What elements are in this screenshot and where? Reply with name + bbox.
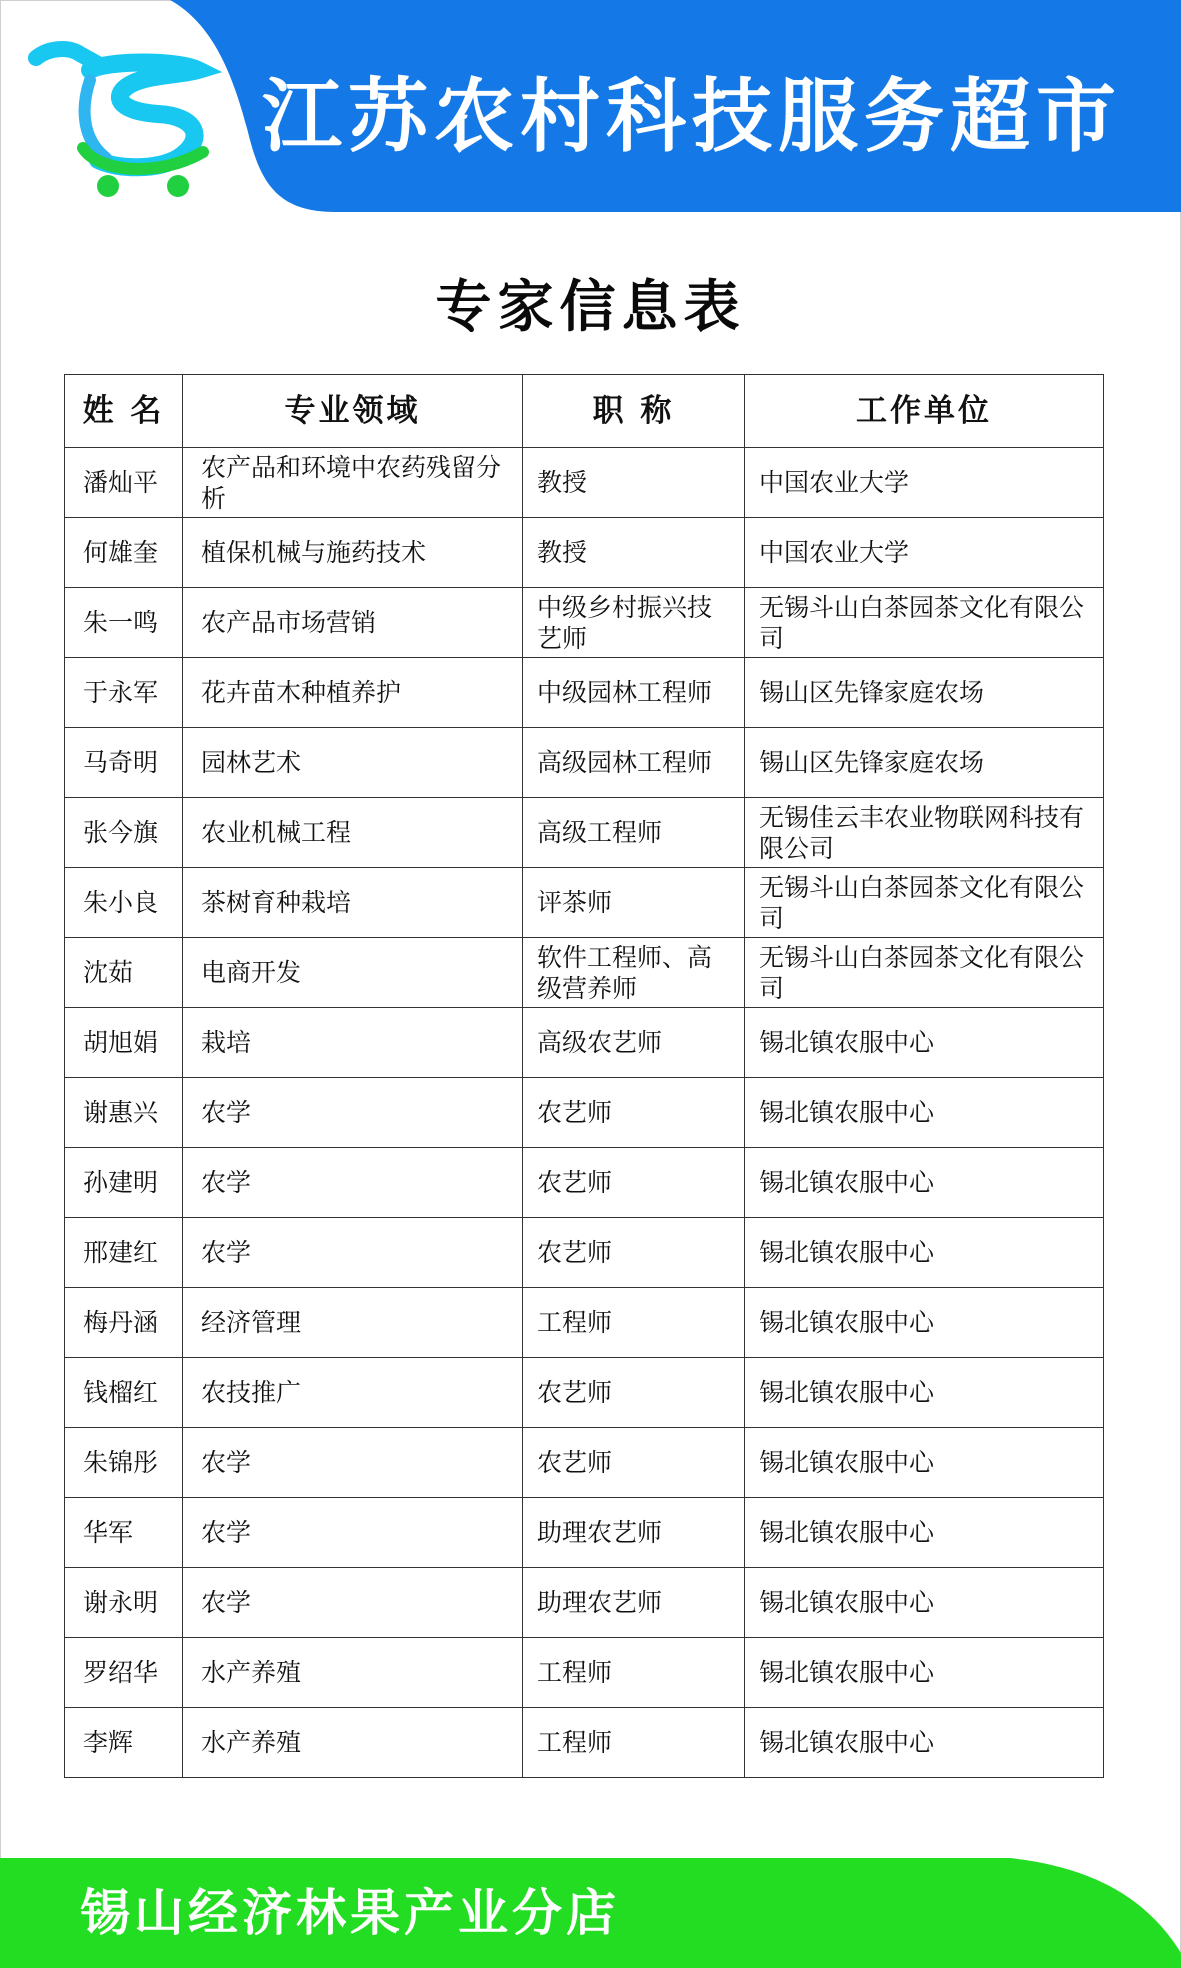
expert-unit: 无锡斗山白茶园茶文化有限公司 [745, 938, 1104, 1008]
expert-name: 马奇明 [65, 728, 183, 798]
expert-field: 农学 [183, 1498, 523, 1568]
expert-field: 农产品市场营销 [183, 588, 523, 658]
table-row [65, 1568, 1104, 1638]
expert-unit: 锡北镇农服中心 [745, 1708, 1104, 1778]
table-row [65, 1218, 1104, 1288]
expert-name: 朱锦彤 [65, 1428, 183, 1498]
expert-name: 谢永明 [65, 1568, 183, 1638]
expert-title: 农艺师 [523, 1218, 745, 1288]
expert-unit: 锡北镇农服中心 [745, 1288, 1104, 1358]
expert-unit: 中国农业大学 [745, 448, 1104, 518]
expert-title: 工程师 [523, 1638, 745, 1708]
table-row [65, 1708, 1104, 1778]
footer-text: 锡山经济林果产业分店 [80, 1884, 620, 1942]
expert-field: 农技推广 [183, 1358, 523, 1428]
expert-unit: 无锡斗山白茶园茶文化有限公司 [745, 588, 1104, 658]
expert-title: 教授 [523, 448, 745, 518]
expert-unit: 锡北镇农服中心 [745, 1568, 1104, 1638]
expert-name: 于永军 [65, 658, 183, 728]
column-header-title: 职 称 [523, 375, 745, 448]
expert-field: 农学 [183, 1568, 523, 1638]
table-row [65, 658, 1104, 728]
expert-field: 茶树育种栽培 [183, 868, 523, 938]
expert-field: 水产养殖 [183, 1708, 523, 1778]
expert-name: 潘灿平 [65, 448, 183, 518]
expert-title: 高级园林工程师 [523, 728, 745, 798]
column-header-name: 姓 名 [65, 375, 183, 448]
expert-name: 华军 [65, 1498, 183, 1568]
expert-title: 教授 [523, 518, 745, 588]
expert-title: 助理农艺师 [523, 1568, 745, 1638]
table-header-row [65, 375, 1104, 448]
expert-unit: 无锡佳云丰农业物联网科技有限公司 [745, 798, 1104, 868]
expert-unit: 锡北镇农服中心 [745, 1148, 1104, 1218]
expert-name: 钱榴红 [65, 1358, 183, 1428]
expert-name: 罗绍华 [65, 1638, 183, 1708]
table-row [65, 1638, 1104, 1708]
expert-field: 农学 [183, 1218, 523, 1288]
expert-field: 水产养殖 [183, 1638, 523, 1708]
expert-title: 高级农艺师 [523, 1008, 745, 1078]
table-row [65, 938, 1104, 1008]
table-row [65, 588, 1104, 658]
table-row [65, 448, 1104, 518]
footer-banner [0, 1858, 1181, 1968]
header-title: 江苏农村科技服务超市 [262, 70, 1122, 163]
expert-name: 邢建红 [65, 1218, 183, 1288]
expert-unit: 中国农业大学 [745, 518, 1104, 588]
expert-unit: 锡山区先锋家庭农场 [745, 728, 1104, 798]
expert-title: 工程师 [523, 1288, 745, 1358]
expert-name: 朱一鸣 [65, 588, 183, 658]
table-row [65, 1148, 1104, 1218]
expert-unit: 锡北镇农服中心 [745, 1008, 1104, 1078]
column-header-unit: 工作单位 [745, 375, 1104, 448]
expert-unit: 锡北镇农服中心 [745, 1428, 1104, 1498]
expert-title: 中级园林工程师 [523, 658, 745, 728]
table-row [65, 1288, 1104, 1358]
expert-name: 李辉 [65, 1708, 183, 1778]
table-row [65, 1008, 1104, 1078]
table-row [65, 1078, 1104, 1148]
expert-title: 工程师 [523, 1708, 745, 1778]
expert-name: 何雄奎 [65, 518, 183, 588]
table-row [65, 1358, 1104, 1428]
expert-title: 软件工程师、高级营养师 [523, 938, 745, 1008]
expert-field: 植保机械与施药技术 [183, 518, 523, 588]
expert-field: 农产品和环境中农药残留分析 [183, 448, 523, 518]
expert-field: 农学 [183, 1428, 523, 1498]
experts-table [64, 374, 1104, 1778]
expert-name: 梅丹涵 [65, 1288, 183, 1358]
expert-title: 农艺师 [523, 1078, 745, 1148]
expert-title: 高级工程师 [523, 798, 745, 868]
expert-name: 胡旭娟 [65, 1008, 183, 1078]
expert-unit: 无锡斗山白茶园茶文化有限公司 [745, 868, 1104, 938]
expert-title: 助理农艺师 [523, 1498, 745, 1568]
table-row [65, 728, 1104, 798]
expert-unit: 锡北镇农服中心 [745, 1218, 1104, 1288]
expert-field: 栽培 [183, 1008, 523, 1078]
expert-unit: 锡山区先锋家庭农场 [745, 658, 1104, 728]
table-row [65, 868, 1104, 938]
expert-title: 农艺师 [523, 1428, 745, 1498]
expert-field: 经济管理 [183, 1288, 523, 1358]
column-header-field: 专业领域 [183, 375, 523, 448]
expert-field: 农学 [183, 1148, 523, 1218]
expert-name: 孙建明 [65, 1148, 183, 1218]
document-title: 专家信息表 [435, 275, 746, 340]
expert-unit: 锡北镇农服中心 [745, 1638, 1104, 1708]
table-row [65, 1498, 1104, 1568]
expert-field: 农业机械工程 [183, 798, 523, 868]
table-row [65, 518, 1104, 588]
expert-title: 评茶师 [523, 868, 745, 938]
expert-field: 花卉苗木种植养护 [183, 658, 523, 728]
expert-field: 园林艺术 [183, 728, 523, 798]
expert-name: 谢惠兴 [65, 1078, 183, 1148]
expert-unit: 锡北镇农服中心 [745, 1358, 1104, 1428]
header-banner [0, 0, 1181, 215]
table-row [65, 798, 1104, 868]
expert-name: 张今旗 [65, 798, 183, 868]
expert-field: 农学 [183, 1078, 523, 1148]
expert-field: 电商开发 [183, 938, 523, 1008]
expert-unit: 锡北镇农服中心 [745, 1078, 1104, 1148]
expert-unit: 锡北镇农服中心 [745, 1498, 1104, 1568]
expert-title: 农艺师 [523, 1358, 745, 1428]
expert-name: 沈茹 [65, 938, 183, 1008]
expert-name: 朱小良 [65, 868, 183, 938]
expert-title: 中级乡村振兴技艺师 [523, 588, 745, 658]
expert-title: 农艺师 [523, 1148, 745, 1218]
table-row [65, 1428, 1104, 1498]
cart-logo-icon [28, 40, 223, 205]
